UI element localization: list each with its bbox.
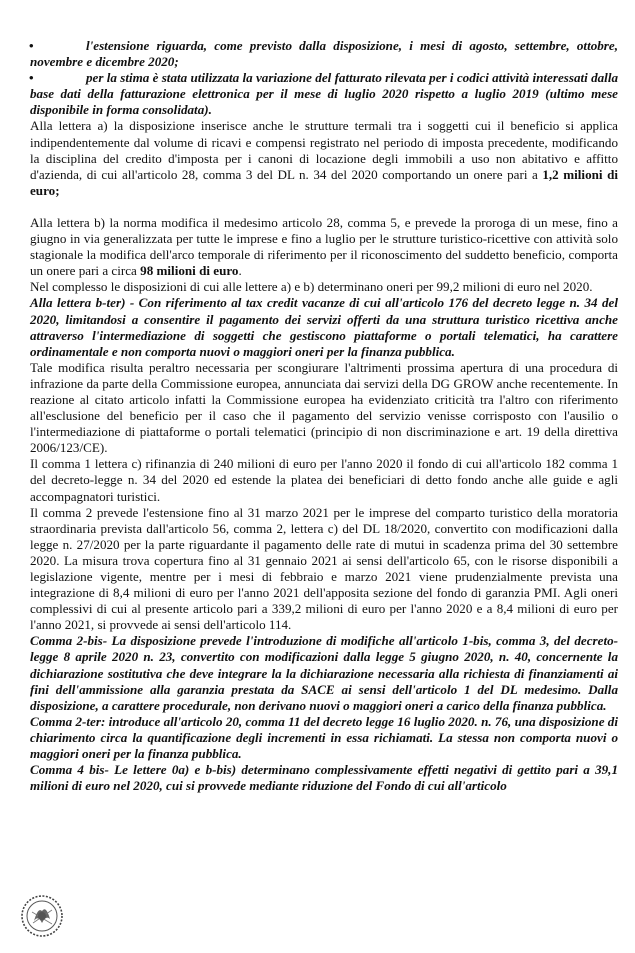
bullet-item-estimate bbox=[30, 70, 618, 118]
amount-highlight: 98 milioni di euro bbox=[140, 263, 239, 279]
paragraph-comma-2: Il comma 2 prevede l'estensione fino al 31 marzo 2021 per le imprese del comparto turistico della moratoria straordinaria prevista dall'articolo 56, comma 2, lettera c) del DL 18/2020, convertito con modificazioni dalla legge n. 27/2020 per la parte riguardante il pagamento delle rate di mutui in scadenza prima del 30 settembre 2020. La misura trova copertura fino al 31 gennaio 2021 ai sensi dell'articolo 65, con le risorse disponibili a legislazione vigente, mentre per i mesi di febbraio e marzo 2021 viene prudenzialmente prevista una integrazione di 8,4 milioni di euro per l'anno 2021 dell'apposita sezione del fondo di garanzia PMI. Agli oneri complessivi di cui al presente articolo pari a 339,2 milioni di euro per l'anno 2020 e a 8,4 milioni di euro per l'anno 2021, si provvede ai sensi dell'articolo 114. bbox=[30, 504, 618, 633]
bullet-mark: • bbox=[29, 38, 34, 53]
paragraph-comma-1-lettera-c: Il comma 1 lettera c) rifinanzia di 240 milioni di euro per l'anno 2020 il fondo di cui all'articolo 182 comma 1 del decreto-legge n. 34 del 2020 ed estende la platea dei beneficiari di detto fondo anche alle guide e agli accompagnatori turistici. bbox=[30, 456, 618, 504]
paragraph-lettere-a-b-total: Nel complesso le disposizioni di cui alle lettere a) e b) determinano oneri per 99,2 milioni di euro nel 2020. bbox=[30, 279, 593, 295]
paragraph-lettera-b-ter: Alla lettera b-ter) - Con riferimento al tax credit vacanze di cui all'articolo 176 del decreto legge n. 34 del 2020, limitandosi a consentire il pagamento dei servizi offerti da una struttura turistico ricettiva anche attraverso l'intermediazione di soggetti che gestiscono piattaforme o portali telematici, ha carattere ordinamentale e non comporta nuovi o maggiori oneri per la finanza pubblica. bbox=[30, 295, 618, 359]
official-seal-stamp bbox=[20, 893, 64, 939]
paragraph-infrazione: Tale modifica risulta peraltro necessaria per scongiurare l'altrimenti prossima apertura di una procedura di infrazione da parte della Commissione europea, annunciata dai servizi della DG GROW anche recentemente. In reazione al citato articolo infatti la Commissione europea ha evidenziato criticità tra l'altro con riferimento all'esclusione del beneficio per il caso che il pagamento del servizio venisse corrisposto con l'ausilio o l'intermediazione di piattaforme o portali telematici (principio di non discriminazione e art. 19 della direttiva 2006/123/CE). bbox=[30, 359, 618, 456]
paragraph-comma-2-bis: Comma 2-bis- La disposizione prevede l'introduzione di modifiche all'articolo 1-bis, comma 3, del decreto-legge 8 aprile 2020 n. 23, convertito con modificazioni dalla legge 5 giugno 2020, n. 40, concernente la dichiarazione sostitutiva che deve integrare la la dichiarazione necessaria alla richiesta di finanziamenti ai fini dell'ammissione alla garanzia prestata da SACE ai sensi dell'articolo 1 del DL medesimo. Dalla disposizione, a carattere procedurale, non derivano nuovi o maggiori oneri a carico della finanza pubblica. bbox=[30, 633, 618, 713]
amount-highlight: 1,2 milioni di euro; bbox=[30, 166, 618, 198]
bullet-text: per la stima è stata utilizzata la variazione del fatturato rilevata per i codici attività interessati dalla base dati della fatturazione elettronica per il mese di luglio 2020 rispetto a luglio 2019 (ultimo mese disponibile in forma consolidata). bbox=[30, 70, 618, 118]
bullet-text: l'estensione riguarda, come previsto dalla disposizione, i mesi di agosto, settembre, ottobre, novembre e dicembre 2020; bbox=[30, 38, 618, 70]
bullet-mark: • bbox=[29, 70, 34, 86]
paragraph-lettera-b: Alla lettera b) la norma modifica il medesimo articolo 28, comma 5, e prevede la proroga di un mese, fino a giugno in via generalizzata per tutte le imprese e fino a luglio per le strutture turistico-ricettive con attività solo stagionale la modifica dell'arco temporale di riferimento per il riconoscimento del suddetto beneficio, comporta un onere pari a circa 98 milioni di euro. bbox=[30, 214, 618, 279]
paragraph-comma-2-ter: Comma 2-ter: introduce all'articolo 20, comma 11 del decreto legge 16 luglio 2020. n. 76, una disposizione di chiarimento circa la quantificazione degli incrementi in essa richiamati. La stessa non comporta nuovi o maggiori oneri per la finanza pubblica. bbox=[30, 713, 618, 762]
document-page bbox=[30, 38, 618, 794]
paragraph-comma-4-bis: Comma 4 bis- Le lettere 0a) e b-bis) determinano complessivamente effetti negativi di gettito pari a 39,1 milioni di euro nel 2020, cui si provvede mediante riduzione del Fondo di cui all'articolo bbox=[30, 762, 618, 794]
paragraph-lettera-a: Alla lettera a) la disposizione inserisce anche le strutture termali tra i soggetti cui il beneficio si applica indipendentemente dal volume di ricavi e compensi registrato nel periodo di imposta precedente, modificando la disciplina del credito d'imposta per i canoni di locazione degli immobili a uso non abitativo e affitto d'azienda, di cui all'articolo 28, comma 3 del DL n. 34 del 2020 comportando un onere pari a 1,2 milioni di euro; bbox=[30, 118, 618, 198]
bullet-item-months bbox=[30, 38, 618, 70]
paragraph-gap bbox=[30, 199, 618, 215]
